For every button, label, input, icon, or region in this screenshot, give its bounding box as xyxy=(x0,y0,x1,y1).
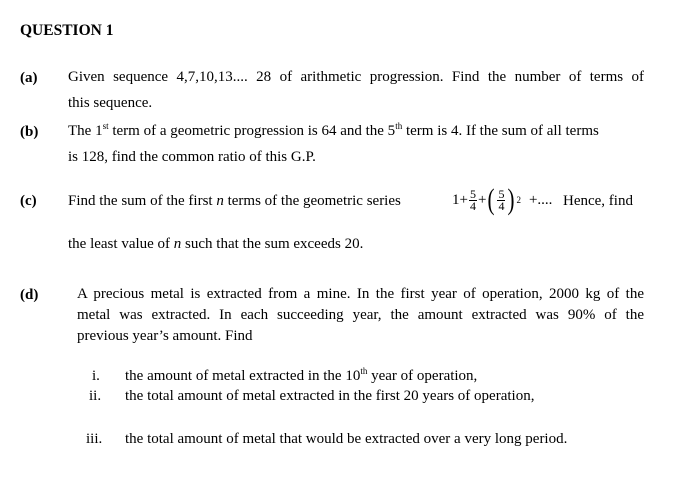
part-b-text: term is 4. If the sum of all terms xyxy=(402,123,599,139)
fraction-numerator: 5 xyxy=(498,186,505,201)
math-term-one: 1+ xyxy=(452,191,468,208)
part-b-label: (b) xyxy=(20,124,39,140)
part-c-line2 xyxy=(68,235,363,254)
paren-open: ( xyxy=(487,183,495,216)
math-ellipsis: +.... xyxy=(528,191,553,208)
list-item xyxy=(125,367,477,386)
ordinal-superscript: th xyxy=(395,121,403,131)
list-item-text: year of operation, xyxy=(367,368,478,384)
fraction-denominator: 4 xyxy=(498,198,505,213)
fraction-denominator: 4 xyxy=(469,198,476,213)
part-b-line1 xyxy=(68,122,644,141)
paren-close: ) xyxy=(507,183,515,216)
ordinal-superscript: st xyxy=(102,121,109,131)
item-number: i. xyxy=(92,368,100,384)
list-item-text: the amount of metal extracted in the 10 xyxy=(125,368,361,384)
part-c-line1-text xyxy=(68,192,401,211)
part-c-line1-post: Hence, find xyxy=(563,193,633,209)
part-c-text: such that the sum exceeds 20. xyxy=(181,236,364,252)
question-title: QUESTION 1 xyxy=(20,22,114,39)
part-d-line2: metal was extracted. In each succeeding year, the amount extracted was 90% of the xyxy=(77,307,644,323)
part-d-line3: previous year’s amount. Find xyxy=(77,328,253,344)
part-d-label: (d) xyxy=(20,287,39,303)
fraction-five-fourths-squared xyxy=(497,186,505,213)
fraction-five-fourths xyxy=(469,186,477,213)
part-d-line1: A precious metal is extracted from a mine. In the first year of operation, 2000 kg of the xyxy=(77,286,644,302)
part-c-text: Find the sum of the first xyxy=(68,193,217,209)
math-plus: + xyxy=(477,191,487,208)
part-c-label: (c) xyxy=(20,193,37,209)
ordinal-superscript: th xyxy=(360,366,368,376)
part-a-label: (a) xyxy=(20,70,38,86)
list-item: the total amount of metal that would be extracted over a very long period. xyxy=(125,431,568,447)
part-c-text: terms of the geometric series xyxy=(223,193,401,209)
variable-n: n xyxy=(216,193,224,209)
part-a-line1: Given sequence 4,7,10,13.... 28 of arithmetic progression. Find the number of terms of xyxy=(68,69,644,85)
part-a-line2: this sequence. xyxy=(68,95,153,111)
item-number: iii. xyxy=(86,431,103,447)
part-c-text: the least value of xyxy=(68,236,174,252)
fraction-numerator: 5 xyxy=(469,186,476,201)
part-b-line2: is 128, find the common ratio of this G.P. xyxy=(68,149,316,165)
variable-n: n xyxy=(173,236,182,252)
item-number: ii. xyxy=(89,388,102,404)
part-b-text: The 1 xyxy=(68,123,103,139)
exponent: 2 xyxy=(516,194,521,205)
list-item: the total amount of metal extracted in the first 20 years of operation, xyxy=(125,388,535,404)
geometric-series-expression xyxy=(452,180,552,220)
part-b-text: term of a geometric progression is 64 and the 5 xyxy=(108,123,396,139)
